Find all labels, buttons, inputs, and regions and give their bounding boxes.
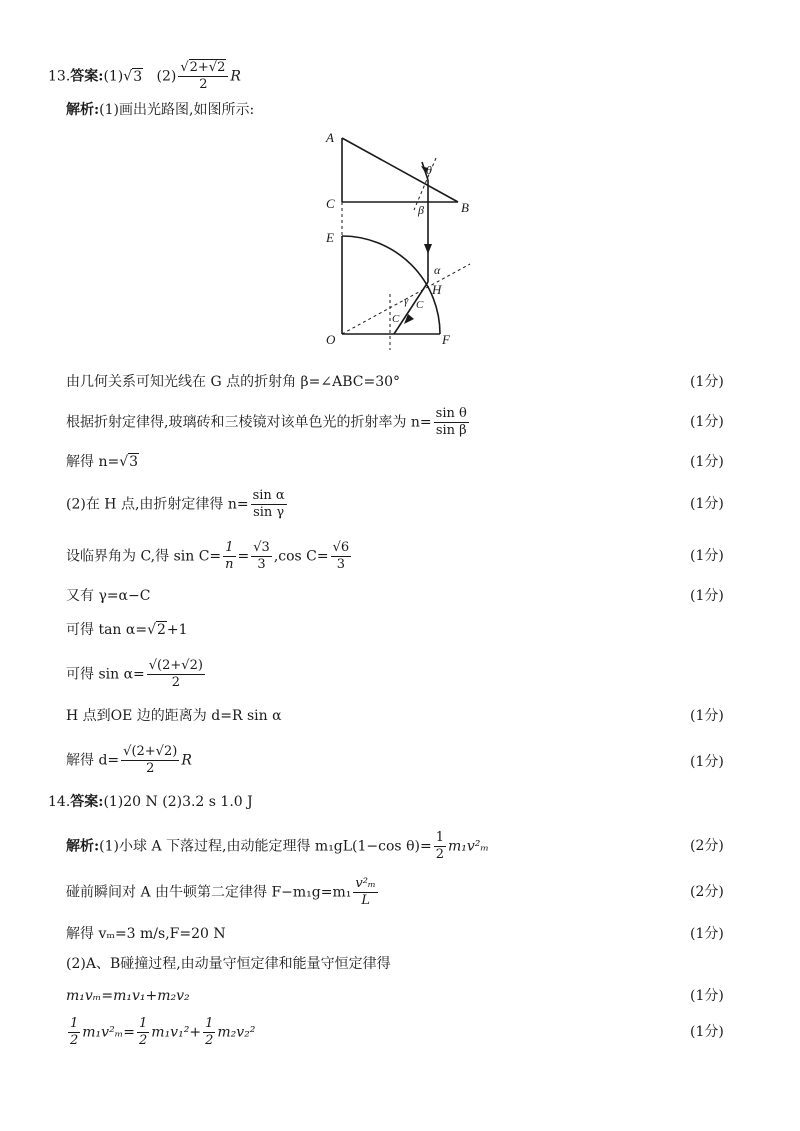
q13-line-5: 设临界角为 C,得 sin C= $\frac{1}{n}$ = $\frac{√3}{3}$ ,cos C= $\frac{√6}{3}$ [66, 540, 350, 572]
q13-line-9: H 点到OE 边的距离为 d=R sin α [66, 708, 282, 724]
q14-line-3: 解得 vₘ=3 m/s,F=20 N [66, 926, 226, 942]
q14-points-1: (2分) [690, 838, 724, 854]
q14-answer-line [48, 792, 253, 812]
q13-answer-R: R [230, 68, 241, 85]
prism-edge-ab [342, 138, 458, 202]
q13-points-4: (1分) [690, 496, 724, 512]
q13-points-3: (1分) [690, 454, 724, 470]
q13-answer-label: 答案: [70, 68, 104, 85]
q13-answer-fraction: $\frac{√2+√2}{2}$ [178, 60, 228, 93]
q13-line-1: 由几何关系可知光线在 G 点的折射角 β=∠ABC=30° [66, 374, 401, 390]
q13-line-2: 根据折射定律得,玻璃砖和三棱镜对该单色光的折射率为 n= $\frac{\text{sin θ}}{\text{sin β}}$ [66, 406, 467, 438]
q14-points-5: (1分) [690, 988, 724, 1004]
q13-analysis-label: 解析: [66, 102, 100, 118]
q14-answer-label: 答案: [70, 794, 104, 810]
q14-points-6: (1分) [690, 1024, 724, 1040]
q14-number: 14. [48, 794, 71, 810]
label-gamma: γ [404, 295, 409, 307]
q14-line-2: 碰前瞬间对 A 由牛顿第二定律得 F−m₁g=m₁ $\frac{\text{v²ₘ}}{L}$ [66, 876, 376, 908]
q14-line-1: 解析:(1)小球 A 下落过程,由动能定理得 m₁gL(1−cos θ)= $\frac{1}{2}$ m₁v²ₘ [66, 830, 489, 862]
q13-answer-part1-sqrt: 3 [133, 68, 143, 85]
label-B: B [461, 200, 469, 215]
q13-line-8: 可得 sin α= $\frac{√(2+√2)}{2}$ [66, 658, 203, 690]
label-C: C [326, 196, 335, 211]
q13-line-3: 解得 n=√3 [66, 454, 139, 470]
q13-analysis-text: (1)画出光路图,如图所示: [99, 102, 255, 118]
label-alpha: α [434, 263, 441, 277]
label-critical-1: C [416, 299, 424, 311]
q13-points-1: (1分) [690, 374, 724, 390]
q13-points-5: (1分) [690, 548, 724, 564]
q13-analysis-intro [66, 100, 254, 120]
q13-answer-part2: (2) [156, 68, 177, 85]
label-A: A [326, 130, 334, 145]
q14-line-6: $\frac{1}{2}$ m₁v²ₘ= $\frac{1}{2}$ m₁v₁²+ $\frac{1}{2}$ m₂v₂² [70, 1016, 256, 1048]
q13-answer-part1: (1) [103, 68, 124, 85]
light-path-diagram [318, 118, 488, 350]
q13-number: 13. [48, 68, 71, 85]
q13-line-4-fraction: $\frac{\text{sin α}}{\text{sin γ}}$ [252, 488, 285, 520]
q13-points-10: (1分) [690, 754, 724, 770]
label-F: F [442, 332, 450, 347]
q13-line-7: 可得 tan α=√2+1 [66, 622, 188, 638]
q14-points-2: (2分) [690, 884, 724, 900]
q13-points-2: (1分) [690, 414, 724, 430]
label-O: O [326, 332, 336, 347]
label-H: H [432, 282, 442, 297]
q13-answer-line: 13.答案:(1)√3 (2) $\frac{√2+√2}{2}$ R [48, 60, 241, 92]
q13-points-9: (1分) [690, 708, 724, 724]
label-theta: θ [426, 163, 432, 177]
q13-points-6: (1分) [690, 588, 724, 604]
q14-answer-text: (1)20 N (2)3.2 s 1.0 J [103, 794, 253, 810]
label-beta: β [418, 203, 424, 217]
q13-line-2-fraction: $\frac{\text{sin θ}}{\text{sin β}}$ [435, 406, 467, 438]
label-critical-2: C [392, 313, 400, 325]
q13-line-6: 又有 γ=α−C [66, 588, 151, 604]
q14-line-5: m₁vₘ=m₁v₁+m₂v₂ [66, 988, 190, 1004]
q13-line-4: (2)在 H 点,由折射定律得 n= $\frac{\text{sin α}}{\text{sin γ}}$ [66, 488, 285, 520]
q13-line-10: 解得 d= $\frac{√(2+√2)}{2}$ R [66, 744, 192, 776]
arrow-down-icon [424, 244, 432, 254]
q14-points-3: (1分) [690, 926, 724, 942]
q14-analysis-label: 解析: [66, 838, 100, 855]
q14-line-4: (2)A、B碰撞过程,由动量守恒定律和能量守恒定律得 [66, 956, 391, 972]
label-E: E [326, 230, 334, 245]
